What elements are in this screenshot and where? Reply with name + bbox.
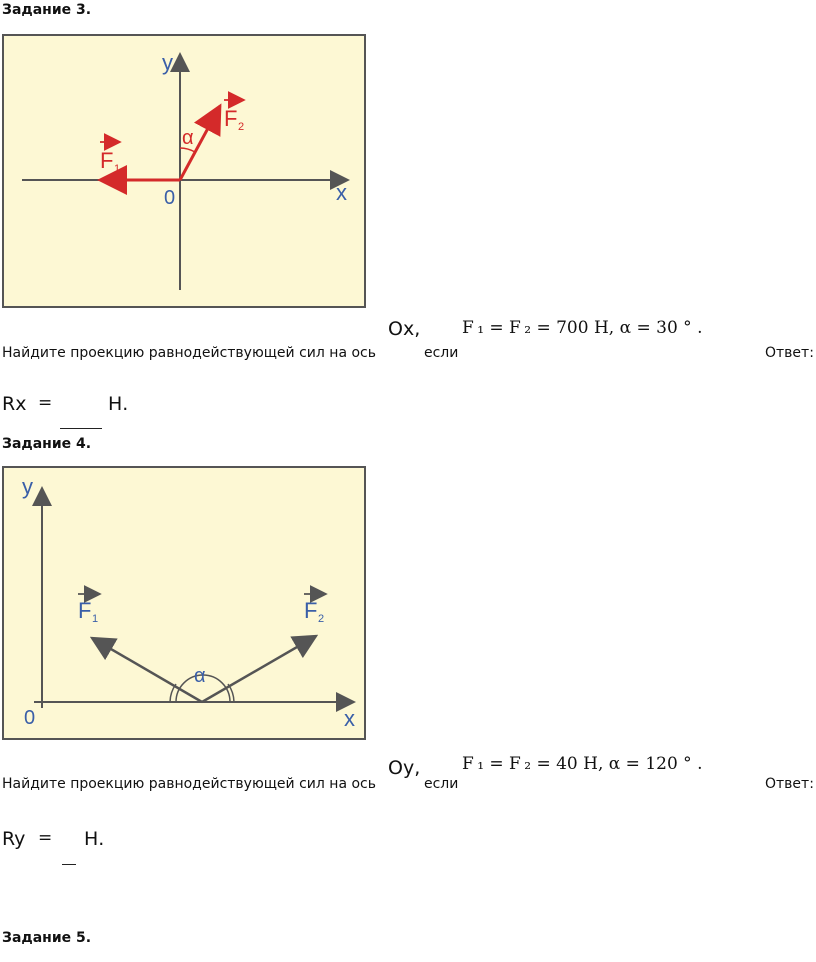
task3-diagram bbox=[4, 36, 368, 310]
task3-alpha-label: α bbox=[182, 127, 194, 149]
task4-answer-blank[interactable] bbox=[62, 848, 76, 865]
task4-y-label: y bbox=[22, 474, 33, 499]
task3-origin-label: 0 bbox=[164, 187, 176, 209]
task4-diagram bbox=[4, 468, 368, 742]
task3-f1-label: F bbox=[100, 148, 114, 173]
task4-origin-label: 0 bbox=[24, 707, 36, 729]
task4-equals: = bbox=[38, 828, 53, 848]
task4-question: Найдите проекцию равнодействующей сил на ось bbox=[2, 776, 376, 792]
task4-f1-sub: 1 bbox=[92, 613, 99, 625]
task3-axis: Ox, bbox=[388, 318, 421, 340]
task4-unit: Н. bbox=[84, 828, 105, 850]
task3-answer-word: Ответ: bbox=[765, 345, 814, 361]
task3-x-label: x bbox=[336, 180, 347, 205]
task3-condition: F ₁ = F ₂ = 700 Н, α = 30 ° . bbox=[462, 318, 703, 338]
task4-if-word: если bbox=[424, 776, 459, 792]
task4-f1-vector bbox=[92, 638, 202, 702]
task4-condition: F ₁ = F ₂ = 40 Н, α = 120 ° . bbox=[462, 754, 703, 774]
task4-axis: Oy, bbox=[388, 757, 421, 779]
task4-alpha-label: α bbox=[194, 665, 206, 687]
task3-unit: Н. bbox=[108, 393, 129, 415]
task4-f2-vector bbox=[202, 636, 316, 702]
task3-if-word: если bbox=[424, 345, 459, 361]
task4-f2-label: F bbox=[304, 598, 318, 623]
task4-f1-label: F bbox=[78, 598, 92, 623]
task3-f2-sub: 2 bbox=[238, 121, 245, 133]
task3-answer-blank[interactable] bbox=[60, 412, 102, 429]
task4-answer-label: Ry bbox=[2, 828, 26, 850]
task3-equals: = bbox=[38, 393, 53, 413]
task4-f2-sub: 2 bbox=[318, 613, 325, 625]
task4-answer-word: Ответ: bbox=[765, 776, 814, 792]
task4-figure bbox=[2, 466, 366, 740]
task3-f2-label: F bbox=[224, 106, 238, 131]
task3-question: Найдите проекцию равнодействующей сил на ось bbox=[2, 345, 376, 361]
task3-answer-label: Rx bbox=[2, 393, 27, 415]
task3-title: Задание 3. bbox=[2, 2, 92, 18]
task4-title: Задание 4. bbox=[2, 436, 92, 452]
task3-figure bbox=[2, 34, 366, 308]
task3-y-label: y bbox=[162, 50, 173, 75]
task4-x-label: x bbox=[344, 706, 355, 731]
task5-title: Задание 5. bbox=[2, 930, 92, 946]
task3-f1-sub: 1 bbox=[114, 163, 121, 175]
